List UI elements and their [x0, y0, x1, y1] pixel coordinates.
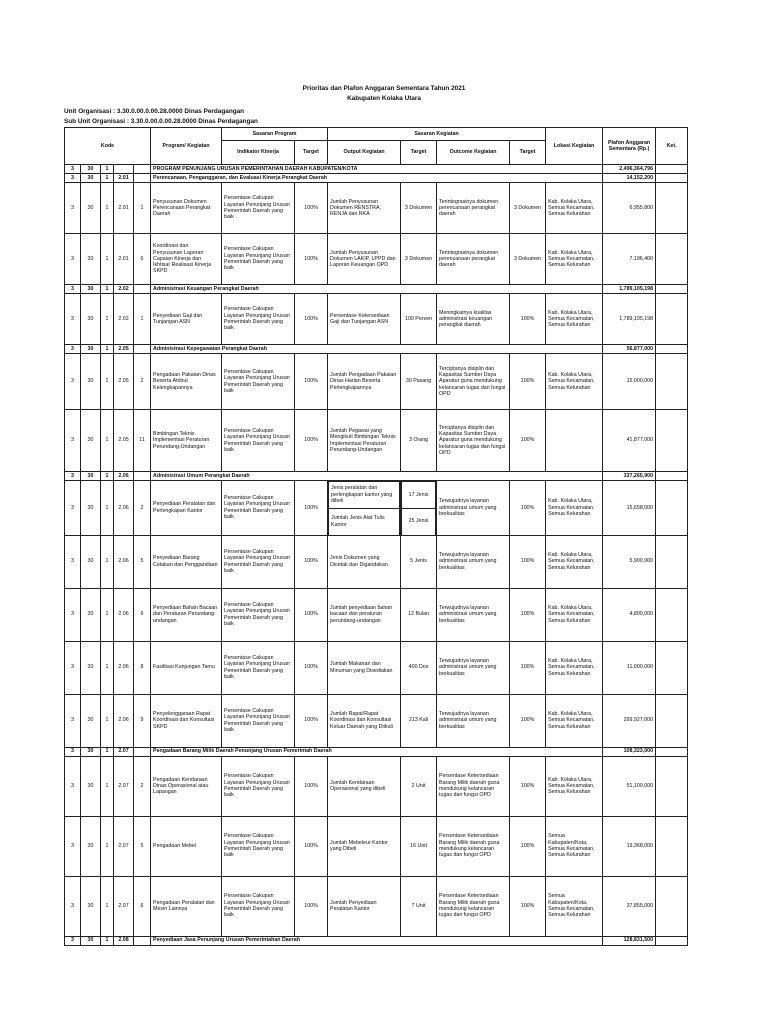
kode-sub-kegiatan [134, 285, 151, 294]
keterangan [656, 165, 688, 174]
output-target: 12 Bulan [401, 588, 437, 641]
header-program: Program/ Kegiatan [151, 128, 222, 165]
kode-bidang: 30 [81, 936, 101, 945]
keterangan [656, 174, 688, 183]
kode-bidang: 30 [81, 354, 101, 410]
output-kegiatan: Jumlah Rapat/Rapat Koordinasi dan Konsultasi Keluar Daerah yang Diikuti [328, 694, 401, 747]
table-row-program [65, 472, 688, 481]
output-cell [328, 481, 401, 536]
table-row-program [65, 285, 688, 294]
output-kegiatan: Jumlah Penyusunan Dokumen RENSTRA, RENJA dan RKA [328, 183, 401, 234]
outcome-kegiatan: Terciptanya disiplin dan Kapasitas Sumber Daya Aparatur guna mendukung kelancaran tugas dan fungsi OPD [437, 354, 510, 410]
output-kegiatan: Jumlah Penyusunan Dokumen LAKIP, LPPD dan Laporan Keuangan OPD [328, 234, 401, 285]
kode-kegiatan: 2.06 [114, 694, 134, 747]
unit-organisasi: Unit Organisasi : 3.30.0.00.0.00.28.0000 Dinas Perdagangan [64, 108, 245, 115]
target-program: 100% [295, 481, 328, 536]
plafon-value: 4,800,000 [603, 588, 656, 641]
kode-program: 1 [101, 234, 114, 285]
target-program: 100% [295, 876, 328, 936]
table-row-kegiatan [65, 641, 688, 694]
plafon-value: 5,900,900 [603, 535, 656, 588]
outcome-target: 100% [510, 535, 546, 588]
table-row-kegiatan [65, 183, 688, 234]
plafon-value: 6,955,800 [603, 183, 656, 234]
keterangan [656, 641, 688, 694]
kegiatan-name: Penyelenggaraan Rapat Koordinasi dan Konsultasi SKPD [151, 694, 222, 747]
indikator-kinerja: Persentase Cakupan Layanan Penunjang Urusan Pemerintah Daerah yang baik [222, 234, 295, 285]
lokasi-kegiatan: Kab. Kolaka Utara, Semua Kecamatan, Semua Kelurahan [546, 234, 603, 285]
table-row-kegiatan [65, 694, 688, 747]
indikator-kinerja: Persentase Cakupan Layanan Penunjang Urusan Pemerintah Daerah yang baik [222, 481, 295, 536]
outcome-kegiatan: Terintegrasinya dokumen perencanaan perangkat daerah [437, 234, 510, 285]
keterangan [656, 876, 688, 936]
kode-kegiatan: 2.06 [114, 472, 134, 481]
header-sasaran-kegiatan: Sasaran Kegiatan [328, 128, 546, 141]
header-target-program: Target [295, 141, 328, 165]
kode-program: 1 [101, 694, 114, 747]
kode-urusan: 3 [65, 876, 81, 936]
table-row-kegiatan [65, 816, 688, 876]
table-row-kegiatan [65, 294, 688, 345]
kode-sub-kegiatan [134, 747, 151, 756]
outcome-kegiatan: Persentase Ketersediaan Barang Milik daerah guna mendukung kelancaran tugas dan fungsi OPD [437, 876, 510, 936]
target-program: 100% [295, 410, 328, 472]
kegiatan-name: Pengadaan Mebel [151, 816, 222, 876]
header-target-outcome: Target [510, 141, 546, 165]
kode-program: 1 [101, 285, 114, 294]
outcome-target: 100% [510, 756, 546, 816]
keterangan [656, 354, 688, 410]
table-row-program [65, 174, 688, 183]
table-row-kegiatan [65, 481, 688, 536]
table-row-program [65, 936, 688, 945]
kode-bidang: 30 [81, 165, 101, 174]
outcome-target: 100% [510, 876, 546, 936]
kegiatan-name: Bimbingan Teknis Implementasi Peraturan Perundang-Undangan [151, 410, 222, 472]
table-row-program [65, 345, 688, 354]
kode-bidang: 30 [81, 285, 101, 294]
table-row-kegiatan [65, 234, 688, 285]
kode-sub-kegiatan: 2 [134, 756, 151, 816]
kode-urusan: 3 [65, 183, 81, 234]
budget-table [64, 127, 688, 946]
kode-bidang: 30 [81, 694, 101, 747]
plafon-value: 51,100,000 [603, 756, 656, 816]
header-lokasi: Lokasi Kegiatan [546, 128, 603, 165]
kegiatan-name: Pengadaan Pakaian Dinas Beserta Atribut Kelengkapannya [151, 354, 222, 410]
kode-kegiatan: 2.05 [114, 410, 134, 472]
program-name: Administrasi Umum Perangkat Daerah [151, 472, 603, 481]
keterangan [656, 472, 688, 481]
kode-sub-kegiatan: 8 [134, 641, 151, 694]
program-name: Perencanaan, Penganggaran, dan Evaluasi Kinerja Perangkat Daerah [151, 174, 603, 183]
outcome-target: 100% [510, 294, 546, 345]
budget-table-body [65, 165, 688, 946]
plafon-value: 41,877,000 [603, 410, 656, 472]
kode-bidang: 30 [81, 410, 101, 472]
output-target-cell [401, 481, 437, 536]
keterangan [656, 294, 688, 345]
outcome-kegiatan: Persentase Ketersediaan Barang Milik daerah guna mendukung kelancaran tugas dan fungsi OPD [437, 816, 510, 876]
keterangan [656, 481, 688, 536]
output-kegiatan: Jumlah Pengadaan Pakaian Dinas Harian Beserta Perlengkapannya [328, 354, 401, 410]
output-kegiatan: Jumlah Pegawai yang Mengikuti Bimbingan Teknis Implementasi Peraturan Perundang-Undangan [328, 410, 401, 472]
kode-urusan: 3 [65, 234, 81, 285]
keterangan [656, 694, 688, 747]
kode-bidang: 30 [81, 588, 101, 641]
kode-urusan: 3 [65, 588, 81, 641]
sub-unit-organisasi: Sub Unit Organisasi : 3.30.0.00.0.00.28.0000 Dinas Perdagangan [64, 118, 258, 125]
kegiatan-name: Pengadaan Kendaraan Dinas Operasional atau Lapangan [151, 756, 222, 816]
output-target: 3 Orang [401, 410, 437, 472]
output-target: 100 Persen [401, 294, 437, 345]
kode-urusan: 3 [65, 472, 81, 481]
lokasi-kegiatan: Kab. Kolaka Utara, Semua Kecamatan, Semua Kelurahan [546, 588, 603, 641]
kode-urusan: 3 [65, 410, 81, 472]
kode-sub-kegiatan: 5 [134, 816, 151, 876]
header-plafon: Plafon Anggaran Sementara (Rp.) [603, 128, 656, 165]
outcome-kegiatan: Terwujudnya layanan administrasi umum yang berkualitas [437, 588, 510, 641]
outcome-target: 100% [510, 641, 546, 694]
plafon-value: 19,368,000 [603, 816, 656, 876]
kode-kegiatan: 2.07 [114, 756, 134, 816]
output-target: 3 Dokumen [401, 234, 437, 285]
kode-bidang: 30 [81, 535, 101, 588]
kode-sub-kegiatan [134, 472, 151, 481]
kode-program: 1 [101, 641, 114, 694]
keterangan [656, 183, 688, 234]
program-name: Pengadaan Barang Milik Daerah Penunjang Urusan Pemerintah Daerah [151, 747, 603, 756]
kode-urusan: 3 [65, 756, 81, 816]
kode-urusan: 3 [65, 641, 81, 694]
table-row-kegiatan [65, 588, 688, 641]
kode-program: 1 [101, 354, 114, 410]
kode-sub-kegiatan [134, 345, 151, 354]
outcome-kegiatan: Terciptanya disiplin dan Kapasitas Sumber Daya Aparatur guna mendukung kelancaran tugas dan fungsi OPD [437, 410, 510, 472]
kode-sub-kegiatan [134, 165, 151, 174]
kode-sub-kegiatan: 6 [134, 876, 151, 936]
keterangan [656, 816, 688, 876]
kode-program: 1 [101, 174, 114, 183]
kode-sub-kegiatan: 1 [134, 294, 151, 345]
kode-urusan: 3 [65, 354, 81, 410]
outcome-kegiatan: Terwujudnya layanan administrasi umum yang berkualitas [437, 481, 510, 536]
output-kegiatan: Jumlah Kendaraan Operasional yang dibeli [328, 756, 401, 816]
outcome-target: 3 Dokumen [510, 234, 546, 285]
kode-kegiatan: 2.06 [114, 588, 134, 641]
header-output: Output Kegiatan [328, 141, 401, 165]
kode-program: 1 [101, 183, 114, 234]
indikator-kinerja: Persentase Cakupan Layanan Penunjang Urusan Pemerintah Daerah yang baik [222, 294, 295, 345]
kode-urusan: 3 [65, 481, 81, 536]
target-program: 100% [295, 294, 328, 345]
outcome-target: 100% [510, 588, 546, 641]
table-row-program [65, 747, 688, 756]
document-subtitle: Kabupaten Kolaka Utara [347, 95, 421, 102]
kegiatan-name: Koordinasi dan Penyusunan Laporan Capaian Kinerja dan Ikhtisar Realisasi Kinerja SKPD [151, 234, 222, 285]
kegiatan-name: Pengadaan Peralatan dan Mesin Lainnya [151, 876, 222, 936]
output-target: 5 Jenis [401, 535, 437, 588]
kode-sub-kegiatan: 6 [134, 588, 151, 641]
header-target-output: Target [401, 141, 437, 165]
output-target: 2 Unit [401, 756, 437, 816]
lokasi-kegiatan: Semua Kabupaten/Kota, Semua Kecamatan, Semua Kelurahan [546, 816, 603, 876]
target-program: 100% [295, 535, 328, 588]
keterangan [656, 535, 688, 588]
table-row-kegiatan [65, 354, 688, 410]
keterangan [656, 747, 688, 756]
kegiatan-name: Penyediaan Peralatan dan Perlengkapan Kantor [151, 481, 222, 536]
target-program: 100% [295, 641, 328, 694]
kode-kegiatan: 2.07 [114, 816, 134, 876]
plafon-value: 15,658,000 [603, 481, 656, 536]
kode-kegiatan [114, 165, 134, 174]
kode-kegiatan: 2.06 [114, 535, 134, 588]
kode-program: 1 [101, 588, 114, 641]
lokasi-kegiatan: Kab. Kolaka Utara, Semua Kecamatan, Semua Kelurahan [546, 756, 603, 816]
plafon-value: 2,496,364,796 [603, 165, 656, 174]
kode-program: 1 [101, 410, 114, 472]
kode-kegiatan: 2.02 [114, 294, 134, 345]
program-name: Administrasi Keuangan Perangkat Daerah [151, 285, 603, 294]
header-ket: Ket. [656, 128, 688, 165]
table-row-kegiatan [65, 410, 688, 472]
kegiatan-name: Penyediaan Bahan Bacaan dan Peraturan Perundang-undangan [151, 588, 222, 641]
outcome-target: 100% [510, 816, 546, 876]
target-program: 100% [295, 588, 328, 641]
plafon-value: 15,000,000 [603, 354, 656, 410]
plafon-value: 299,927,000 [603, 694, 656, 747]
plafon-value: 1,789,105,198 [603, 294, 656, 345]
kode-bidang: 30 [81, 472, 101, 481]
kode-bidang: 30 [81, 756, 101, 816]
kode-sub-kegiatan [134, 936, 151, 945]
output-kegiatan: Jumlah penyediaan bahan bacaan dan peraturan perundang-undangan [328, 588, 401, 641]
kegiatan-name: Penyusunan Dokumen Perencanaan Perangkat Daerah [151, 183, 222, 234]
outcome-kegiatan: Terwujudnya layanan administrasi umum yang berkualitas [437, 694, 510, 747]
outcome-target: 3 Dokumen [510, 183, 546, 234]
document-title: Prioritas dan Plafon Anggaran Sementara Tahun 2021 [302, 85, 466, 92]
kode-sub-kegiatan: 1 [134, 183, 151, 234]
plafon-value: 1,789,105,198 [603, 285, 656, 294]
plafon-value: 337,265,900 [603, 472, 656, 481]
outcome-target: 100% [510, 354, 546, 410]
plafon-value: 128,831,500 [603, 936, 656, 945]
indikator-kinerja: Persentase Cakupan Layanan Penunjang Urusan Pemerintah Daerah yang baik [222, 410, 295, 472]
kode-sub-kegiatan [134, 174, 151, 183]
outcome-target: 100% [510, 410, 546, 472]
keterangan [656, 588, 688, 641]
kode-urusan: 3 [65, 936, 81, 945]
kode-bidang: 30 [81, 641, 101, 694]
outcome-kegiatan: Meningkatnya kualitas administrasi keuangan perangkat daerah [437, 294, 510, 345]
kode-bidang: 30 [81, 294, 101, 345]
lokasi-kegiatan: Kab. Kolaka Utara, Semua Kecamatan, Semua Kelurahan [546, 294, 603, 345]
target-program: 100% [295, 183, 328, 234]
kode-sub-kegiatan: 11 [134, 410, 151, 472]
kode-sub-kegiatan: 6 [134, 234, 151, 285]
program-name: PROGRAM PENUNJANG URUSAN PEMERINTAHAN DAERAH KABUPATEN/KOTA [151, 165, 603, 174]
outcome-kegiatan: Terwujudnya layanan administrasi umum yang berkualitas [437, 641, 510, 694]
plafon-value: 7,196,400 [603, 234, 656, 285]
kode-program: 1 [101, 165, 114, 174]
plafon-value: 108,323,000 [603, 747, 656, 756]
kode-kegiatan: 2.05 [114, 354, 134, 410]
indikator-kinerja: Persentase Cakupan Layanan Penunjang Urusan Pemerintah Daerah yang baik [222, 756, 295, 816]
indikator-kinerja: Persentase Cakupan Layanan Penunjang Urusan Pemerintah Daerah yang baik [222, 354, 295, 410]
keterangan [656, 756, 688, 816]
kode-urusan: 3 [65, 345, 81, 354]
kode-program: 1 [101, 876, 114, 936]
table-row-kegiatan [65, 756, 688, 816]
output-kegiatan: Jumlah Mebeleur Kantor yang Dibeli [328, 816, 401, 876]
outcome-target: 100% [510, 481, 546, 536]
kode-program: 1 [101, 345, 114, 354]
kode-kegiatan: 2.06 [114, 481, 134, 536]
kode-program: 1 [101, 294, 114, 345]
indikator-kinerja: Persentase Cakupan Layanan Penunjang Urusan Pemerintah Daerah yang baik [222, 535, 295, 588]
outcome-kegiatan: Persentase Ketersediaan Barang Milik daerah guna mendukung kelancaran tugas dan fungsi OPD [437, 756, 510, 816]
kode-urusan: 3 [65, 294, 81, 345]
table-row-program [65, 165, 688, 174]
kode-kegiatan: 2.07 [114, 876, 134, 936]
kode-program: 1 [101, 747, 114, 756]
lokasi-kegiatan: Kab. Kolaka Utara, Semua Kecamatan, Semua Kelurahan [546, 694, 603, 747]
output-kegiatan: Jumlah Jenis Alat Tulis Kantor [329, 508, 400, 535]
header-sasaran-program: Sasaran Program [222, 128, 328, 141]
program-name: Administrasi Kepegawaian Perangkat Daerah [151, 345, 603, 354]
kode-urusan: 3 [65, 694, 81, 747]
table-row-kegiatan [65, 876, 688, 936]
output-target: 30 Pasang [401, 354, 437, 410]
lokasi-kegiatan: Semua Kabupaten/Kota, Semua Kecamatan, Semua Kelurahan [546, 876, 603, 936]
keterangan [656, 345, 688, 354]
kode-kegiatan: 2.08 [114, 936, 134, 945]
kode-urusan: 3 [65, 174, 81, 183]
header-outcome: Outcome Kegiatan [437, 141, 510, 165]
kode-kegiatan: 2.06 [114, 641, 134, 694]
lokasi-kegiatan: Kab. Kolaka Utara, Semua Kecamatan, Semua Kelurahan [546, 641, 603, 694]
header-indikator: Indikator Kinerja [222, 141, 295, 165]
output-target: 16 Unit [401, 816, 437, 876]
kode-kegiatan: 2.05 [114, 345, 134, 354]
kode-bidang: 30 [81, 345, 101, 354]
output-kegiatan: Jenis peralatan dan perlengkapan kantor yang dibeli [329, 482, 400, 509]
keterangan [656, 285, 688, 294]
output-target: 17 Jenis [402, 482, 436, 509]
output-target: 25 Jenis [402, 508, 436, 535]
kode-bidang: 30 [81, 876, 101, 936]
kode-bidang: 30 [81, 174, 101, 183]
kode-bidang: 30 [81, 183, 101, 234]
output-kegiatan: Jumlah Penyediaan Peralatan Kantor [328, 876, 401, 936]
kode-kegiatan: 2.07 [114, 747, 134, 756]
kode-program: 1 [101, 481, 114, 536]
kode-program: 1 [101, 535, 114, 588]
output-kegiatan: Jumlah Makanan dan Minuman yang Disediakan [328, 641, 401, 694]
kegiatan-name: Fasilitasi Kunjungan Tamu [151, 641, 222, 694]
output-kegiatan: Persentase Ketersediaan Gaji dan Tunjangan ASN [328, 294, 401, 345]
indikator-kinerja: Persentase Cakupan Layanan Penunjang Urusan Pemerintah Daerah yang baik [222, 641, 295, 694]
plafon-value: 37,855,000 [603, 876, 656, 936]
kode-program: 1 [101, 756, 114, 816]
kode-bidang: 30 [81, 816, 101, 876]
indikator-kinerja: Persentase Cakupan Layanan Penunjang Urusan Pemerintah Daerah yang baik [222, 816, 295, 876]
indikator-kinerja: Persentase Cakupan Layanan Penunjang Urusan Pemerintah Daerah yang baik [222, 694, 295, 747]
kode-sub-kegiatan: 2 [134, 481, 151, 536]
kode-urusan: 3 [65, 285, 81, 294]
kode-urusan: 3 [65, 165, 81, 174]
outcome-kegiatan: Terwujudnya layanan administrasi umum yang berkualitas [437, 535, 510, 588]
kode-sub-kegiatan: 9 [134, 694, 151, 747]
kode-program: 1 [101, 816, 114, 876]
kode-kegiatan: 2.01 [114, 174, 134, 183]
keterangan [656, 410, 688, 472]
kode-sub-kegiatan: 5 [134, 535, 151, 588]
kegiatan-name: Penyediaan Barang Cetakan dan Penggandaan [151, 535, 222, 588]
kegiatan-name: Penyediaan Gaji dan Tunjangan ASN [151, 294, 222, 345]
lokasi-kegiatan: Kab. Kolaka Utara, Semua Kecamatan, Semua Kelurahan [546, 535, 603, 588]
plafon-value: 56,877,000 [603, 345, 656, 354]
kode-urusan: 3 [65, 535, 81, 588]
outcome-kegiatan: Terintegrasinya dokumen perencanaan perangkat daerah [437, 183, 510, 234]
kode-urusan: 3 [65, 816, 81, 876]
indikator-kinerja: Persentase Cakupan Layanan Penunjang Urusan Pemerintah Daerah yang baik [222, 183, 295, 234]
plafon-value: 14,152,200 [603, 174, 656, 183]
kode-sub-kegiatan: 2 [134, 354, 151, 410]
kode-bidang: 30 [81, 481, 101, 536]
kode-kegiatan: 2.01 [114, 183, 134, 234]
kode-kegiatan: 2.02 [114, 285, 134, 294]
target-program: 100% [295, 816, 328, 876]
output-target: 213 Kali [401, 694, 437, 747]
indikator-kinerja: Persentase Cakupan Layanan Penunjang Urusan Pemerintah Daerah yang baik [222, 588, 295, 641]
kode-bidang: 30 [81, 234, 101, 285]
kode-kegiatan: 2.01 [114, 234, 134, 285]
header-kode: Kode [65, 128, 151, 165]
output-target: 400 Dos [401, 641, 437, 694]
target-program: 100% [295, 354, 328, 410]
lokasi-kegiatan: Kab. Kolaka Utara, Semua Kecamatan, Semua Kelurahan [546, 354, 603, 410]
lokasi-kegiatan [546, 410, 603, 472]
program-name: Penyediaan Jasa Penunjang Urusan Pemerintahan Daerah [151, 936, 603, 945]
target-program: 100% [295, 756, 328, 816]
output-kegiatan: Jenis Dokumen yang Dicetak dan Digandakan [328, 535, 401, 588]
plafon-value: 11,000,000 [603, 641, 656, 694]
indikator-kinerja: Persentase Cakupan Layanan Penunjang Urusan Pemerintah Daerah yang baik [222, 876, 295, 936]
target-program: 100% [295, 234, 328, 285]
kode-program: 1 [101, 472, 114, 481]
kode-bidang: 30 [81, 747, 101, 756]
lokasi-kegiatan: Kab. Kolaka Utara, Semua Kecamatan, Semua Kelurahan [546, 183, 603, 234]
keterangan [656, 936, 688, 945]
lokasi-kegiatan: Kab. Kolaka Utara, Semua Kecamatan, Semua Kelurahan [546, 481, 603, 536]
kode-program: 1 [101, 936, 114, 945]
kode-urusan: 3 [65, 747, 81, 756]
table-row-kegiatan [65, 535, 688, 588]
keterangan [656, 234, 688, 285]
outcome-target: 100% [510, 694, 546, 747]
output-target: 3 Dokumen [401, 183, 437, 234]
output-target: 7 Unit [401, 876, 437, 936]
target-program: 100% [295, 694, 328, 747]
